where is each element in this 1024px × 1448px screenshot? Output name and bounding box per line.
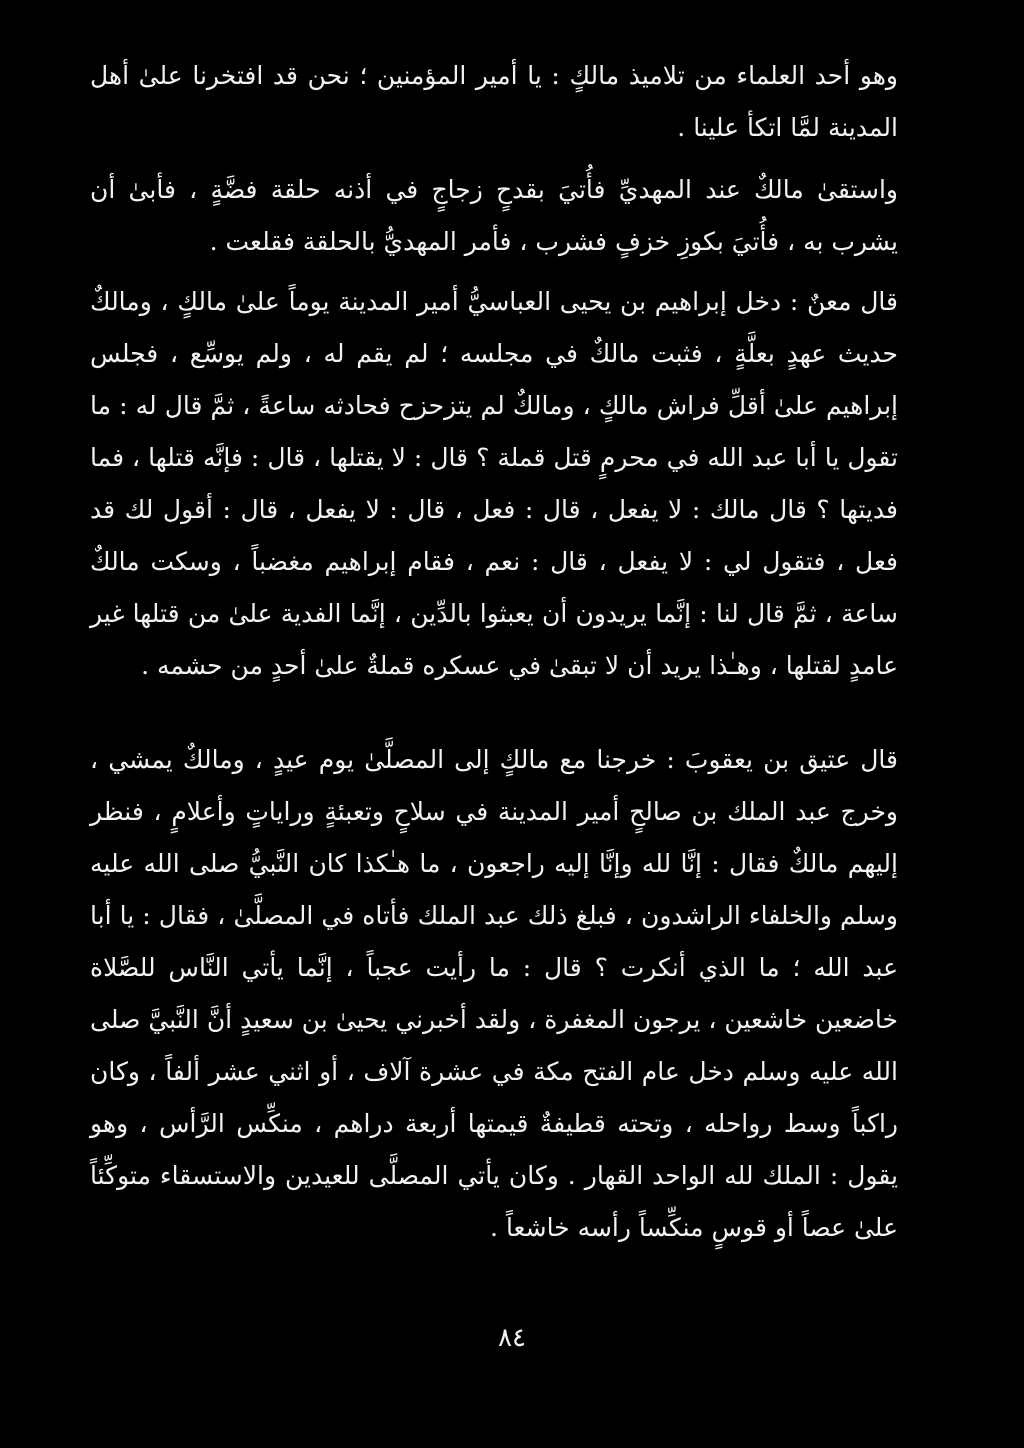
paragraph-text: وهو أحد العلماء من تلاميذ مالكٍ : يا أمير المؤمنين ؛ نحن قد افتخرنا علىٰ أهل المدينة لمَّا اتكأ علينا . (90, 61, 898, 142)
paragraph-text: واستقىٰ مالكٌ عند المهديِّ فأُتيَ بقدحٍ زجاجٍ في أذنه حلقة فضَّةٍ ، فأبىٰ أن يشرب به ، فأُتيَ بكوزِ خزفٍ فشرب ، فأمر المهديُّ بالحلقة فقلعت . (90, 175, 898, 256)
paragraph-text: قال معنٌ : دخل إبراهيم بن يحيى العباسيُّ أمير المدينة يوماً علىٰ مالكٍ ، ومالكٌ حديث عهدٍ بعلَّةٍ ، فثبت مالكٌ في مجلسه ؛ لم يقم له ، ولم يوسِّع ، فجلس إبراهيم علىٰ أقلِّ فراش مالكٍ ، ومالكٌ لم يتزحزح فحادثه ساعةً ، ثمَّ قال له : ما تقول يا أبا عبد الله في محرمٍ قتل قملة ؟ قال : لا يقتلها ، قال : فإنَّه قتلها ، فما فديتها ؟ قال مالك : لا يفعل ، قال : فعل ، قال : لا يفعل ، قال : أقول لك قد فعل ، فتقول لي : لا يفعل ، قال : نعم ، فقام إبراهيم مغضباً ، وسكت مالكٌ ساعة ، ثمَّ قال لنا : إنَّما يريدون أن يعبثوا بالدِّين ، إنَّما الفدية علىٰ من قتلها غير عامدٍ لقتلها ، وهـٰذا يريد أن لا تبقىٰ في عسكره قملةٌ علىٰ أحدٍ من حشمه . (90, 287, 898, 680)
paragraph-3 (90, 276, 898, 692)
paragraph-4 (90, 734, 898, 1254)
paragraph-text: قال عتيق بن يعقوبَ : خرجنا مع مالكٍ إلى المصلَّىٰ يوم عيدٍ ، ومالكٌ يمشي ، وخرج عبد الملك بن صالحٍ أمير المدينة في سلاحٍ وتعبئةٍ وراياتٍ وأعلامٍ ، فنظر إليهم مالكٌ فقال : إنَّا لله وإنَّا إليه راجعون ، ما هـٰكذا كان النَّبيُّ صلى الله عليه وسلم والخلفاء الراشدون ، فبلغ ذلك عبد الملك فأتاه في المصلَّىٰ ، فقال : يا أبا عبد الله ؛ ما الذي أنكرت ؟ قال : ما رأيت عجباً ، إنَّما يأتي النَّاس للصَّلاة خاضعين خاشعين ، يرجون المغفرة ، ولقد أخبرني يحيىٰ بن سعيدٍ أنَّ النَّبيَّ صلى الله عليه وسلم دخل عام الفتح مكة في عشرة آلاف ، أو اثني عشر ألفاً ، وكان راكباً وسط رواحله ، وتحته قطيفةٌ قيمتها أربعة دراهم ، منكِّس الرَّأس ، وهو يقول : الملك لله الواحد القهار . وكان يأتي المصلَّى للعيدين والاستسقاء متوكِّئاً علىٰ عصاً أو قوسٍ منكِّساً رأسه خاشعاً . (90, 745, 898, 1242)
paragraph-1 (90, 50, 898, 154)
paragraph-2 (90, 164, 898, 268)
page-number: ٨٤ (498, 1323, 526, 1353)
